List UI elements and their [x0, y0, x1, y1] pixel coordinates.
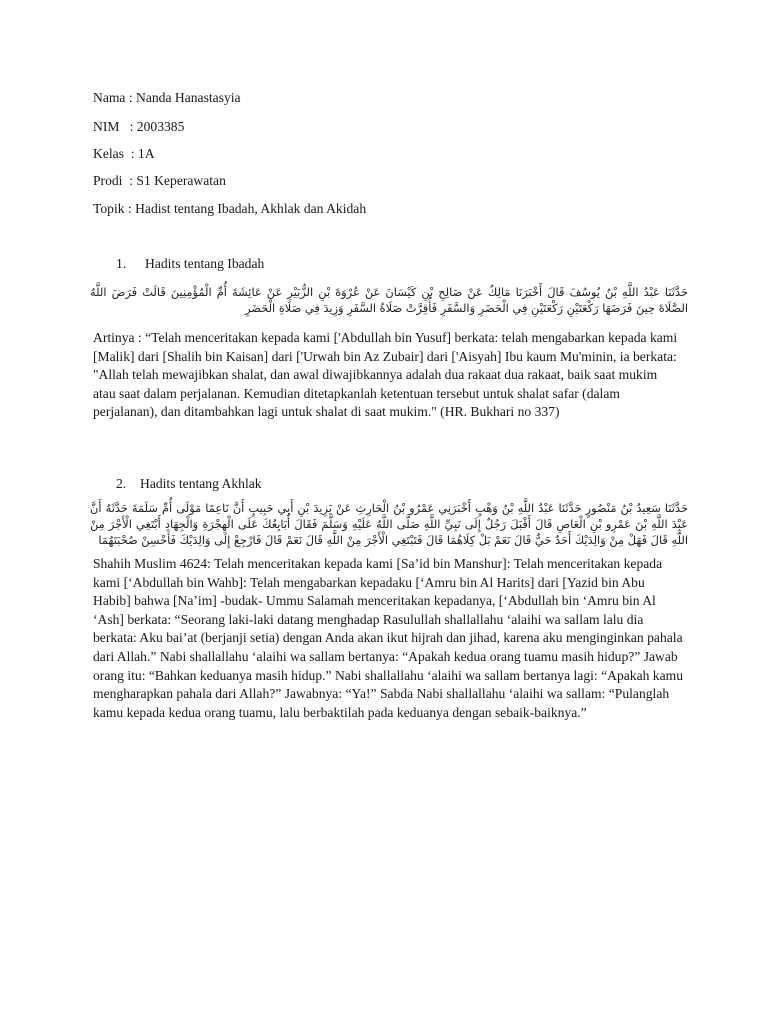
section2-number: 2.: [116, 476, 127, 491]
student-name: Nama : Nanda Hanastasyia: [93, 90, 241, 105]
section1-translation: Artinya : “Telah menceritakan kepada kami ['Abdullah bin Yusuf] berkata: telah mengabarkan kepada kami [Malik] dari [Shalih bin Kaisan] dari ['Urwah bin Az Zubair] dari ['Aisyah] Ibu kaum Mu'minin, ia berkata: "Allah telah mewajibkan shalat, dan awal diwajibkannya adalah dua rakaat dua rakaat, baik saat mukim atau saat dalam perjalanan. Kemudian ditetapkanlah ketentuan tersebut untuk shalat safar (dalam perjalanan), dan ditambahkan lagi untuk shalat di saat mukim." (HR. Bukhari no 337): [93, 330, 678, 419]
study-program: Prodi : S1 Keperawatan: [93, 173, 226, 188]
topic: Topik : Hadist tentang Ibadah, Akhlak dan Akidah: [93, 201, 367, 216]
section1-number: 1.: [116, 256, 127, 271]
section2-arabic-text: حَدَّثَنَا سَعِيدُ بْنُ مَنْصُورٍ حَدَّثَنَا عَبْدُ اللَّهِ بْنُ وَهْبٍ أَخْبَرَنِي عَمْرُو بْنُ الْحَارِثِ عَنْ يَزِيدَ بْنِ أَبِي حَبِيبٍ أَنَّ نَاعِمًا مَوْلَى أُمِّ سَلَمَةَ حَدَّثَهُ أَنَّ عَبْدَ اللَّهِ بْنَ عَمْرِو بْنِ الْعَاصِ قَالَ أَقْبَلَ رَجُلٌ إِلَى نَبِيِّ اللَّهِ صَلَّى اللَّهُ عَلَيْهِ وَسَلَّمَ فَقَالَ أُبَايِعُكَ عَلَى الْهِجْرَةِ وَالْجِهَادِ أَبْتَغِي الْأَجْرَ مِنْ اللَّهِ قَالَ فَهَلْ مِنْ وَالِدَيْكَ أَحَدٌ حَيٌّ قَالَ نَعَمْ بَلْ كِلَاهُمَا قَالَ فَتَبْتَغِي الْأَجْرَ مِنْ اللَّهِ قَالَ نَعَمْ قَالَ فَارْجِعْ إِلَى وَالِدَيْكَ فَأَحْسِنْ صُحْبَتَهُمَا: [90, 501, 688, 547]
section2-title: Hadits tentang Akhlak: [140, 476, 262, 491]
student-class: Kelas : 1A: [93, 146, 155, 161]
section2-translation: Shahih Muslim 4624: Telah menceritakan kepada kami [Sa’id bin Manshur]: Telah menceritakan kepada kami [‘Abdullah bin Wahb]: Telah mengabarkan kepadaku [‘Amru bin Al Harits] dari [Yazid bin Abu Habib] bahwa [Na’im] -budak- Ummu Salamah menceritakan kepadanya, [‘Abdullah bin ‘Amru bin Al ‘Ash] berkata: “Seorang laki-laki datang menghadap Rasulullah shallallahu ‘alaihi wa sallam lalu dia berkata: Aku bai’at (berjanji setia) dengan Anda akan ikut hijrah dan jihad, karena aku menginginkan pahala dari Allah.” Nabi shallallahu ‘alaihi wa sallam bertanya: “Apakah kedua orang tuamu masih hidup?” Jawab orang itu: “Bahkan keduanya masih hidup.” Nabi shallallahu ‘alaihi wa sallam bertanya lagi: “Apakah kamu mengharapkan pahala dari Allah?” Jawabnya: “Ya!” Sabda Nabi shallallahu ‘alaihi wa sallam: “Pulanglah kamu kepada kedua orang tuamu, lalu berbaktilah pada keduanya dengan sebaik-baiknya.”: [93, 556, 684, 720]
student-nim: NIM : 2003385: [93, 119, 185, 134]
section1-title: Hadits tentang Ibadah: [145, 256, 265, 271]
section1-arabic-text: حَدَّثَنَا عَبْدُ اللَّهِ بْنُ يُوسُفَ قَالَ أَخْبَرَنَا مَالِكٌ عَنْ صَالِحِ بْنِ كَيْسَانَ عَنْ عُرْوَةَ بْنِ الزُّبَيْرِ عَنْ عَائِشَةَ أُمِّ الْمُؤْمِنِينَ قَالَتْ فَرَضَ اللَّهُ الصَّلَاةَ حِينَ فَرَضَهَا رَكْعَتَيْنِ رَكْعَتَيْنِ فِي الْحَضَرِ وَالسَّفَرِ فَأُقِرَّتْ صَلَاةُ السَّفَرِ وَزِيدَ فِي صَلَاةِ الْحَضَرِ: [90, 285, 688, 315]
